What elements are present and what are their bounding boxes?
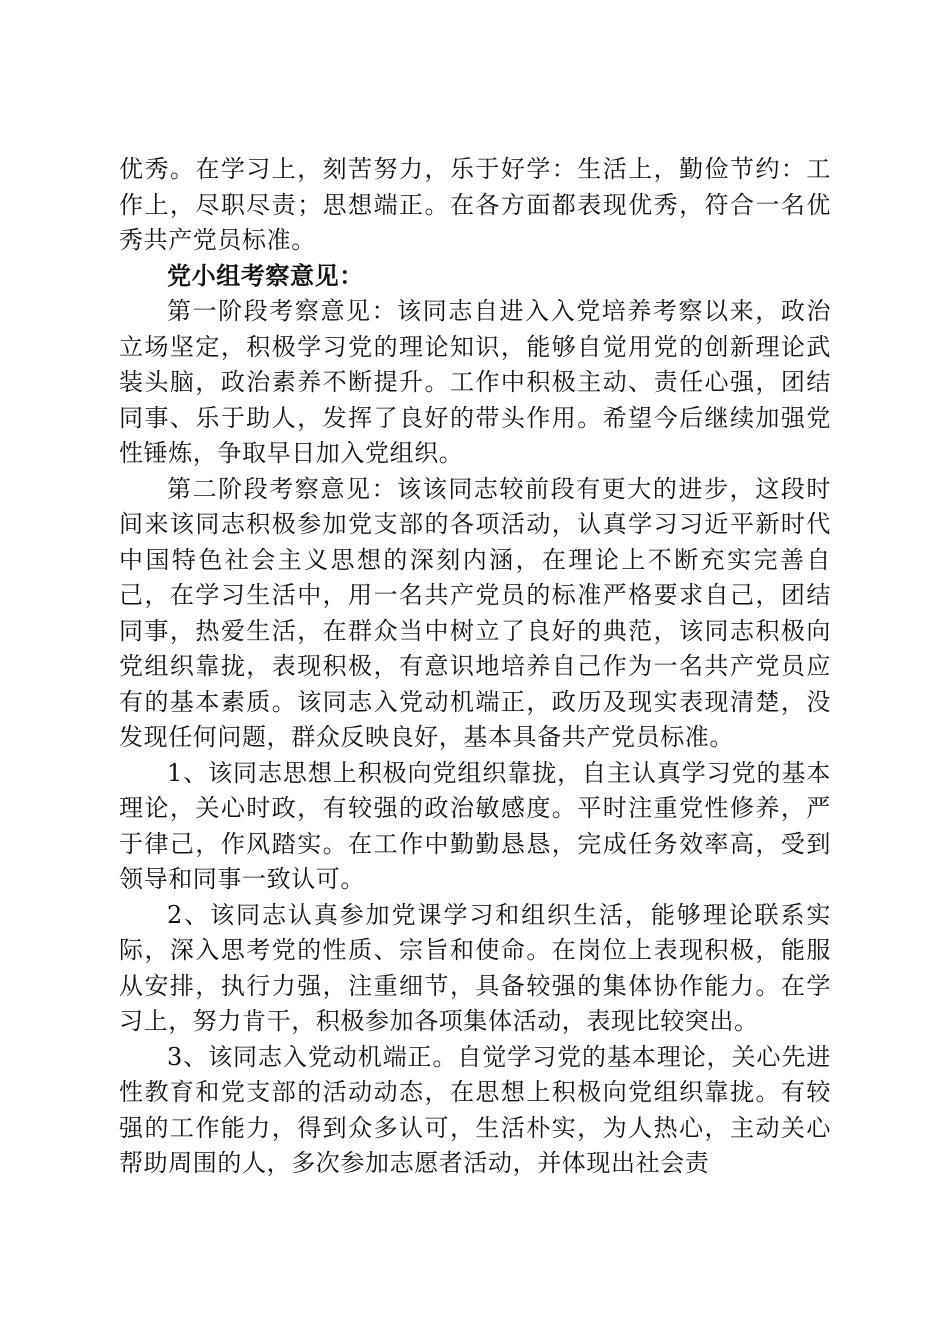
paragraph-stage-two: 第二阶段考察意见：该该同志较前段有更大的进步，这段时间来该同志积极参加党支部的各项活动，认真学习习近平新时代中国特色社会主义思想的深刻内涵，在理论上不断充实完善自己，在学习生活中，用一名共产党员的标准严格要求自己，团结同事，热爱生活，在群众当中树立了良好的典范，该同志积极向党组织靠拢，表现积极，有意识地培养自己作为一名共产党员应有的基本素质。该同志入党动机端正，政历及现实表现清楚，没发现任何问题，群众反映良好，基本具备共产党员标准。 <box>119 474 831 751</box>
paragraph-item-1: 1、该同志思想上积极向党组织靠拢，自主认真学习党的基本理论，关心时政，有较强的政治敏感度。平时注重党性修养，严于律己，作风踏实。在工作中勤勤恳恳，完成任务效率高，受到领导和同事一致认可。 <box>119 758 831 893</box>
section-heading: 党小组考察意见： <box>167 261 364 290</box>
paragraph-item-2: 2、该同志认真参加党课学习和组织生活，能够理论联系实际，深入思考党的性质、宗旨和使命。在岗位上表现积极，能服从安排，执行力强，注重细节，具备较强的集体协作能力。在学习上，努力肯干，积极参加各项集体活动，表现比较突出。 <box>119 900 831 1035</box>
paragraph-item-3: 3、该同志入党动机端正。自觉学习党的基本理论，关心先进性教育和党支部的活动动态，在思想上积极向党组织靠拢。有较强的工作能力，得到众多认可，生活朴实，为人热心，主动关心帮助周围的人，多次参加志愿者活动，并体现出社会责 <box>119 1042 831 1177</box>
paragraph-stage-one: 第一阶段考察意见：该同志自进入入党培养考察以来，政治立场坚定，积极学习党的理论知识，能够自觉用党的创新理论武装头脑，政治素养不断提升。工作中积极主动、责任心强，团结同事、乐于助人，发挥了良好的带头作用。希望今后继续加强党性锤炼，争取早日加入党组织。 <box>119 297 831 467</box>
document-body <box>119 152 831 1182</box>
continuation-paragraph: 优秀。在学习上，刻苦努力，乐于好学：生活上，勤俭节约：工作上，尽职尽责；思想端正。在各方面都表现优秀，符合一名优秀共产党员标准。 <box>119 155 831 254</box>
